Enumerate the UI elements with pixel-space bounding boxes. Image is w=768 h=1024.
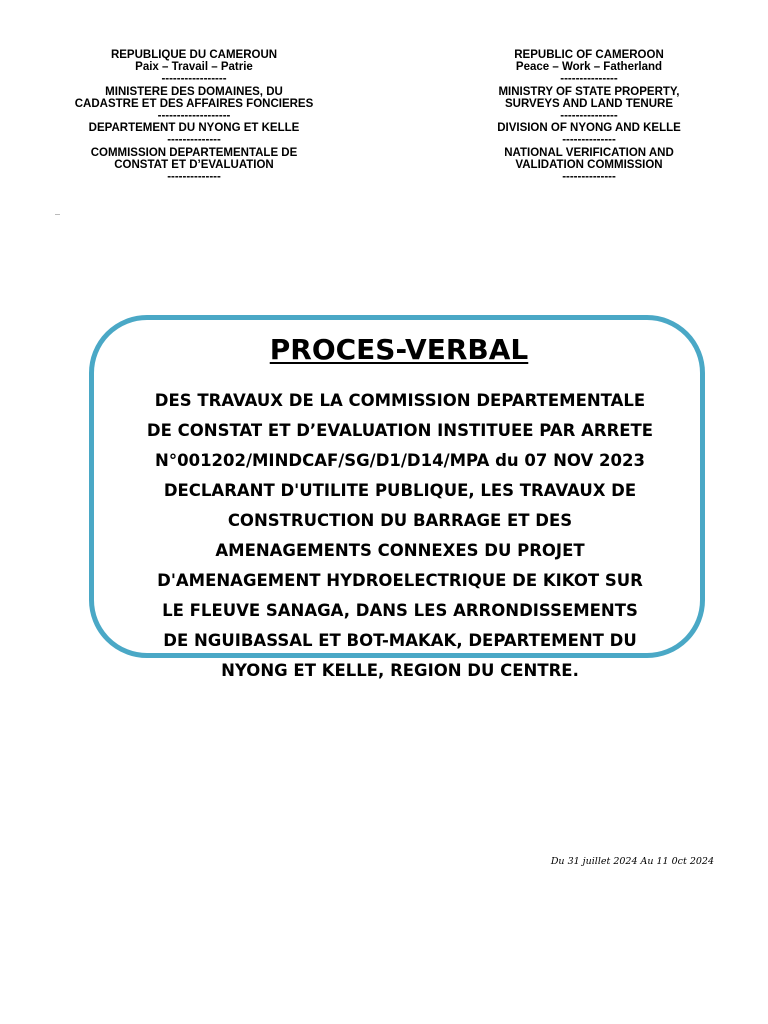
motto-fr: Paix – Travail – Patrie bbox=[135, 61, 253, 74]
country-name-fr: REPUBLIQUE DU CAMEROUN bbox=[110, 49, 278, 61]
separator: -------------- bbox=[562, 134, 616, 147]
document-subject bbox=[110, 386, 690, 686]
department-fr: DEPARTEMENT DU NYONG ET KELLE bbox=[88, 122, 300, 135]
ministry-en-line2: SURVEYS AND LAND TENURE bbox=[504, 97, 674, 110]
commission-en-line2: VALIDATION COMMISSION bbox=[515, 158, 663, 171]
stray-mark bbox=[55, 214, 60, 215]
document-title: PROCES-VERBAL bbox=[269, 333, 529, 366]
ministry-fr-line1: MINISTERE DES DOMAINES, DU bbox=[105, 85, 283, 98]
subject-line: NYONG ET KELLE, REGION DU CENTRE. bbox=[221, 661, 579, 680]
subject-line: DE CONSTAT ET D’EVALUATION INSTITUEE PAR ARRETE bbox=[146, 421, 654, 440]
division-en: DIVISION OF NYONG AND KELLE bbox=[497, 122, 681, 135]
subject-line: N°001202/MINDCAF/SG/D1/D14/MPA du 07 NOV 2023 bbox=[155, 451, 645, 470]
separator: -------------- bbox=[562, 171, 616, 184]
separator: -------------- bbox=[167, 171, 221, 184]
header-left-french bbox=[44, 49, 344, 183]
commission-fr-line2: CONSTAT ET D’EVALUATION bbox=[114, 158, 274, 171]
subject-line: LE FLEUVE SANAGA, DANS LES ARRONDISSEMENTS bbox=[162, 601, 638, 620]
commission-en-line1: NATIONAL VERIFICATION AND bbox=[504, 146, 674, 159]
subject-line: CONSTRUCTION DU BARRAGE ET DES bbox=[227, 511, 573, 530]
separator: -------------- bbox=[167, 134, 221, 147]
ministry-en-line1: MINISTRY OF STATE PROPERTY, bbox=[498, 85, 680, 98]
subject-line: DES TRAVAUX DE LA COMMISSION DEPARTEMENTALE bbox=[154, 391, 646, 410]
subject-line: DECLARANT D'UTILITE PUBLIQUE, LES TRAVAUX DE bbox=[163, 481, 637, 500]
subject-line: DE NGUIBASSAL ET BOT-MAKAK, DEPARTEMENT DU bbox=[163, 631, 637, 650]
country-name-en: REPUBLIC OF CAMEROON bbox=[514, 49, 664, 61]
separator: ----------------- bbox=[161, 73, 227, 86]
header-right-english bbox=[439, 49, 739, 183]
ministry-fr-line2: CADASTRE ET DES AFFAIRES FONCIERES bbox=[74, 97, 314, 110]
subject-line: D'AMENAGEMENT HYDROELECTRIQUE DE KIKOT SUR bbox=[157, 571, 643, 590]
date-range: Du 31 juillet 2024 Au 11 0ct 2024 bbox=[550, 856, 714, 867]
subject-line: AMENAGEMENTS CONNEXES DU PROJET bbox=[215, 541, 585, 560]
separator: --------------- bbox=[560, 110, 618, 123]
separator: ------------------- bbox=[157, 110, 231, 123]
separator: --------------- bbox=[560, 73, 618, 86]
commission-fr-line1: COMMISSION DEPARTEMENTALE DE bbox=[90, 146, 298, 159]
motto-en: Peace – Work – Fatherland bbox=[515, 61, 663, 74]
